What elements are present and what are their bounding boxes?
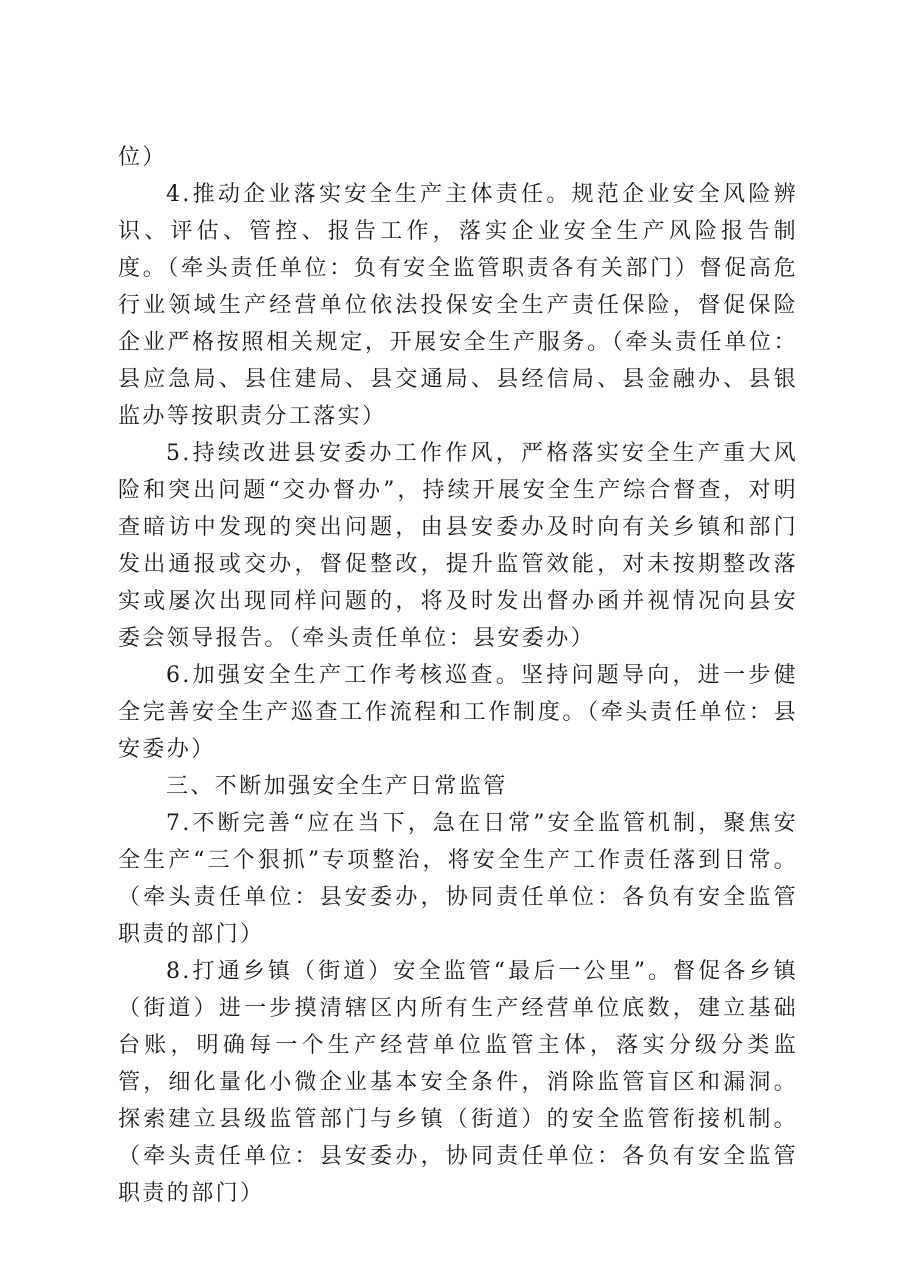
paragraph-item-6: 6.加强安全生产工作考核巡查。坚持问题导向，进一步健全完善安全生产巡查工作流程和工作制度。（牵头责任单位：县安委办） (118, 663, 798, 762)
paragraph-item-5: 5.持续改进县安委办工作作风，严格落实安全生产重大风险和突出问题“交办督办”，持续开展安全生产综合督查，对明查暗访中发现的突出问题，由县安委办及时向有关乡镇和部门发出通报或交办，督促整改，提升监管效能，对未按期整改落实或屡次出现同样问题的，将及时发出督办函并视情况向县安委会领导报告。（牵头责任单位：县安委办） (118, 441, 798, 651)
paragraph-item-7: 7.不断完善“应在当下，急在日常”安全监管机制，聚焦安全生产“三个狠抓”专项整治，将安全生产工作责任落到日常。（牵头责任单位：县安委办，协同责任单位：各负有安全监管职责的部门） (118, 811, 798, 947)
document-body (118, 139, 798, 1212)
paragraph-item-8: 8.打通乡镇（街道）安全监管“最后一公里”。督促各乡镇（街道）进一步摸清辖区内所有生产经营单位底数，建立基础台账，明确每一个生产经营单位监管主体，落实分级分类监管，细化量化小微企业基本安全条件，消除监管盲区和漏洞。探索建立县级监管部门与乡镇（街道）的安全监管衔接机制。（牵头责任单位：县安委办，协同责任单位：各负有安全监管职责的部门） (118, 959, 798, 1206)
paragraph-item-4: 4.推动企业落实安全生产主体责任。规范企业安全风险辨识、评估、管控、报告工作，落实企业安全生产风险报告制度。（牵头责任单位：负有安全监管职责各有关部门）督促高危行业领域生产经营单位依法投保安全生产责任保险，督促保险企业严格按照相关规定，开展安全生产服务。（牵头责任单位：县应急局、县住建局、县交通局、县经信局、县金融办、县银监办等按职责分工落实） (118, 182, 798, 429)
section-heading-3: 三、不断加强安全生产日常监管 (166, 774, 508, 799)
paragraph-continuation: 位） (118, 145, 167, 170)
